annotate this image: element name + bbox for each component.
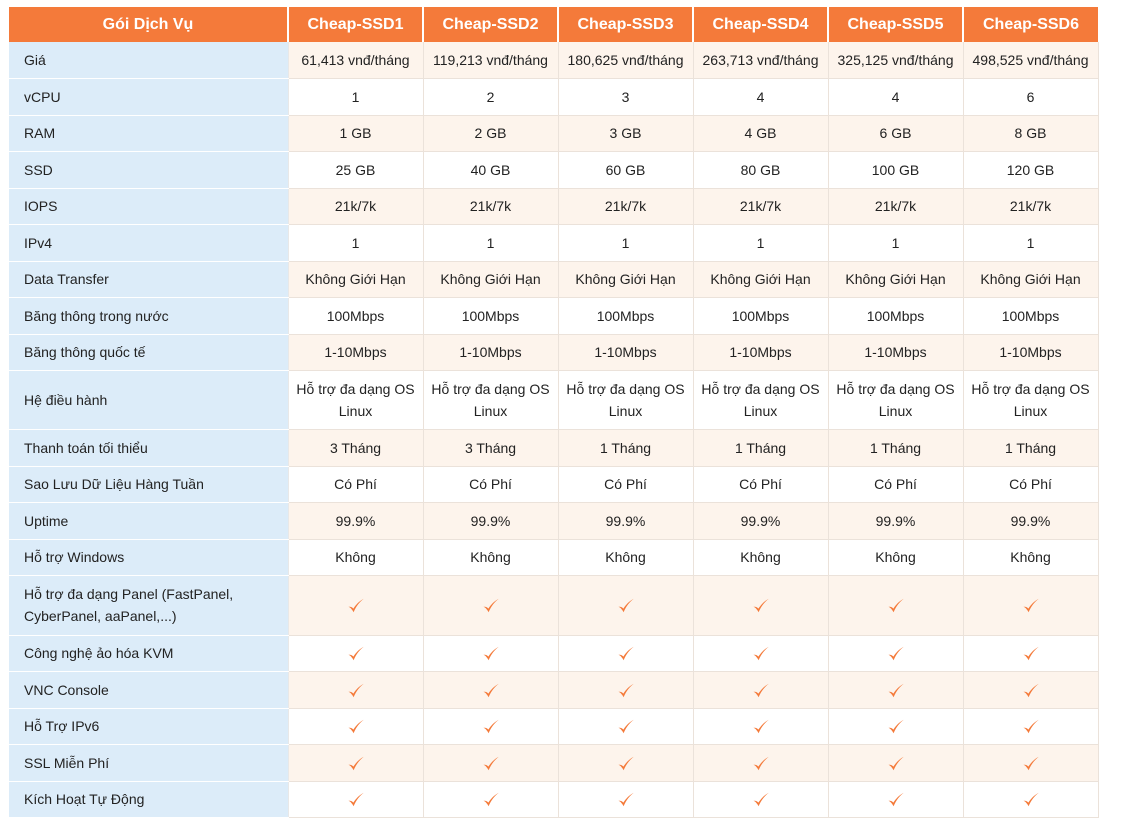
table-cell: Có Phí: [693, 466, 828, 502]
table-cell: 99.9%: [423, 502, 558, 539]
table-cell: 100 GB: [828, 151, 963, 188]
table-cell: [693, 708, 828, 744]
check-icon: [482, 682, 500, 700]
table-row: [9, 429, 1098, 466]
table-cell: 1: [288, 224, 423, 261]
check-icon: [347, 791, 365, 809]
table-row: [9, 42, 1098, 78]
row-label: Thanh toán tối thiểu: [9, 429, 288, 466]
row-label: VNC Console: [9, 671, 288, 708]
table-cell: [558, 744, 693, 781]
row-label: Hệ điều hành: [9, 370, 288, 429]
table-cell: 2 GB: [423, 115, 558, 151]
table-row: [9, 575, 1098, 635]
check-icon: [617, 718, 635, 736]
table-cell: 100Mbps: [558, 297, 693, 334]
row-label: Uptime: [9, 502, 288, 539]
table-body: [9, 42, 1098, 817]
table-cell: Không Giới Hạn: [288, 261, 423, 297]
table-cell: Không Giới Hạn: [693, 261, 828, 297]
row-label: Data Transfer: [9, 261, 288, 297]
table-cell: [963, 575, 1098, 635]
table-cell: [828, 671, 963, 708]
table-cell: 1 Tháng: [963, 429, 1098, 466]
table-cell: [963, 671, 1098, 708]
table-cell: 4 GB: [693, 115, 828, 151]
plan-header: Cheap-SSD3: [558, 7, 693, 42]
table-cell: 100Mbps: [288, 297, 423, 334]
table-cell: 3 Tháng: [423, 429, 558, 466]
table-cell: 1-10Mbps: [963, 334, 1098, 370]
check-icon: [617, 597, 635, 615]
row-label: Hỗ trợ Windows: [9, 539, 288, 575]
table-cell: 21k/7k: [288, 188, 423, 224]
check-icon: [1022, 645, 1040, 663]
table-cell: [288, 708, 423, 744]
row-label: Giá: [9, 42, 288, 78]
table-cell: 6: [963, 78, 1098, 115]
check-icon: [347, 755, 365, 773]
table-cell: [963, 635, 1098, 671]
check-icon: [887, 791, 905, 809]
table-cell: 1 Tháng: [693, 429, 828, 466]
table-cell: [693, 671, 828, 708]
table-cell: [558, 671, 693, 708]
row-label: SSD: [9, 151, 288, 188]
row-label: vCPU: [9, 78, 288, 115]
table-cell: 100Mbps: [693, 297, 828, 334]
check-icon: [887, 597, 905, 615]
table-cell: Không Giới Hạn: [828, 261, 963, 297]
table-cell: Hỗ trợ đa dạng OS Linux: [288, 370, 423, 429]
table-cell: 25 GB: [288, 151, 423, 188]
table-row: [9, 297, 1098, 334]
table-row: [9, 671, 1098, 708]
table-row: [9, 224, 1098, 261]
check-icon: [617, 755, 635, 773]
table-cell: 21k/7k: [693, 188, 828, 224]
table-cell: 3: [558, 78, 693, 115]
table-cell: Có Phí: [423, 466, 558, 502]
check-icon: [347, 645, 365, 663]
table-cell: 1-10Mbps: [423, 334, 558, 370]
table-cell: 4: [693, 78, 828, 115]
check-icon: [887, 682, 905, 700]
table-cell: 1 Tháng: [558, 429, 693, 466]
check-icon: [752, 791, 770, 809]
table-cell: [558, 781, 693, 817]
check-icon: [482, 718, 500, 736]
row-label: Công nghệ ảo hóa KVM: [9, 635, 288, 671]
check-icon: [617, 682, 635, 700]
table-cell: Không: [828, 539, 963, 575]
check-icon: [482, 755, 500, 773]
table-cell: [288, 635, 423, 671]
row-label: RAM: [9, 115, 288, 151]
table-cell: 21k/7k: [963, 188, 1098, 224]
check-icon: [617, 791, 635, 809]
check-icon: [887, 645, 905, 663]
table-cell: 8 GB: [963, 115, 1098, 151]
check-icon: [1022, 718, 1040, 736]
row-label: Băng thông quốc tế: [9, 334, 288, 370]
table-cell: [693, 575, 828, 635]
comparison-table-container: [9, 7, 1096, 818]
table-cell: [558, 575, 693, 635]
table-cell: 99.9%: [828, 502, 963, 539]
table-cell: 60 GB: [558, 151, 693, 188]
row-label: Băng thông trong nước: [9, 297, 288, 334]
table-cell: [693, 635, 828, 671]
check-icon: [1022, 791, 1040, 809]
table-row: [9, 261, 1098, 297]
table-cell: Hỗ trợ đa dạng OS Linux: [693, 370, 828, 429]
plan-comparison-table: [9, 7, 1099, 818]
plan-header: Cheap-SSD6: [963, 7, 1098, 42]
table-cell: Hỗ trợ đa dạng OS Linux: [558, 370, 693, 429]
table-cell: [828, 575, 963, 635]
table-cell: 61,413 vnđ/tháng: [288, 42, 423, 78]
table-cell: [963, 781, 1098, 817]
table-cell: [558, 635, 693, 671]
table-cell: [693, 781, 828, 817]
table-row: [9, 151, 1098, 188]
table-cell: [963, 744, 1098, 781]
row-label: Kích Hoạt Tự Động: [9, 781, 288, 817]
table-cell: [423, 635, 558, 671]
table-cell: 99.9%: [288, 502, 423, 539]
table-cell: [423, 575, 558, 635]
table-cell: 1-10Mbps: [558, 334, 693, 370]
table-row: [9, 539, 1098, 575]
table-cell: Không: [558, 539, 693, 575]
check-icon: [752, 682, 770, 700]
check-icon: [752, 755, 770, 773]
check-icon: [752, 597, 770, 615]
table-cell: 3 GB: [558, 115, 693, 151]
table-cell: [288, 744, 423, 781]
row-label: IPv4: [9, 224, 288, 261]
header-row: [9, 7, 1098, 42]
table-cell: Không Giới Hạn: [963, 261, 1098, 297]
table-row: [9, 502, 1098, 539]
table-cell: 1: [828, 224, 963, 261]
table-cell: 1: [558, 224, 693, 261]
plan-header: Cheap-SSD4: [693, 7, 828, 42]
table-row: [9, 466, 1098, 502]
table-cell: Hỗ trợ đa dạng OS Linux: [828, 370, 963, 429]
table-row: [9, 781, 1098, 817]
table-cell: Có Phí: [288, 466, 423, 502]
table-cell: 119,213 vnđ/tháng: [423, 42, 558, 78]
table-row: [9, 744, 1098, 781]
table-cell: 1-10Mbps: [693, 334, 828, 370]
table-cell: 21k/7k: [423, 188, 558, 224]
table-cell: [423, 708, 558, 744]
row-label: Sao Lưu Dữ Liệu Hàng Tuần: [9, 466, 288, 502]
table-cell: 21k/7k: [558, 188, 693, 224]
table-cell: [828, 744, 963, 781]
check-icon: [752, 718, 770, 736]
table-cell: Không: [288, 539, 423, 575]
check-icon: [482, 645, 500, 663]
table-cell: 1-10Mbps: [288, 334, 423, 370]
table-cell: Có Phí: [558, 466, 693, 502]
check-icon: [347, 682, 365, 700]
table-cell: 1 Tháng: [828, 429, 963, 466]
plan-header: Cheap-SSD1: [288, 7, 423, 42]
table-cell: 1: [693, 224, 828, 261]
check-icon: [752, 645, 770, 663]
table-cell: 3 Tháng: [288, 429, 423, 466]
table-row: [9, 370, 1098, 429]
table-row: [9, 115, 1098, 151]
table-cell: [828, 635, 963, 671]
table-cell: 498,525 vnđ/tháng: [963, 42, 1098, 78]
check-icon: [347, 597, 365, 615]
plan-header: Cheap-SSD2: [423, 7, 558, 42]
table-cell: 100Mbps: [963, 297, 1098, 334]
table-cell: [963, 708, 1098, 744]
check-icon: [347, 718, 365, 736]
table-cell: 4: [828, 78, 963, 115]
table-cell: 180,625 vnđ/tháng: [558, 42, 693, 78]
plan-header: Cheap-SSD5: [828, 7, 963, 42]
table-row: [9, 334, 1098, 370]
table-cell: 2: [423, 78, 558, 115]
table-cell: 263,713 vnđ/tháng: [693, 42, 828, 78]
table-cell: Không: [423, 539, 558, 575]
row-label: Hỗ trợ đa dạng Panel (FastPanel, CyberPanel, aaPanel,...): [9, 575, 288, 635]
table-cell: [558, 708, 693, 744]
table-cell: 1: [963, 224, 1098, 261]
row-label: IOPS: [9, 188, 288, 224]
table-cell: Không: [963, 539, 1098, 575]
table-cell: 1 GB: [288, 115, 423, 151]
table-cell: [423, 744, 558, 781]
table-cell: Không: [693, 539, 828, 575]
table-cell: 1: [423, 224, 558, 261]
table-cell: 100Mbps: [828, 297, 963, 334]
table-cell: Không Giới Hạn: [423, 261, 558, 297]
table-cell: [828, 708, 963, 744]
table-row: [9, 188, 1098, 224]
check-icon: [1022, 682, 1040, 700]
table-cell: 21k/7k: [828, 188, 963, 224]
table-cell: [423, 781, 558, 817]
table-row: [9, 78, 1098, 115]
table-cell: Hỗ trợ đa dạng OS Linux: [423, 370, 558, 429]
table-cell: 100Mbps: [423, 297, 558, 334]
table-cell: [693, 744, 828, 781]
check-icon: [617, 645, 635, 663]
table-cell: Có Phí: [828, 466, 963, 502]
table-cell: [288, 671, 423, 708]
check-icon: [887, 755, 905, 773]
table-cell: 1-10Mbps: [828, 334, 963, 370]
check-icon: [482, 791, 500, 809]
table-row: [9, 708, 1098, 744]
table-cell: [288, 781, 423, 817]
table-cell: 1: [288, 78, 423, 115]
table-cell: 99.9%: [693, 502, 828, 539]
table-cell: [288, 575, 423, 635]
check-icon: [887, 718, 905, 736]
row-label: Hỗ Trợ IPv6: [9, 708, 288, 744]
table-cell: 120 GB: [963, 151, 1098, 188]
table-cell: Không Giới Hạn: [558, 261, 693, 297]
table-cell: 6 GB: [828, 115, 963, 151]
table-cell: Có Phí: [963, 466, 1098, 502]
header-label: Gói Dịch Vụ: [9, 7, 288, 42]
table-cell: [828, 781, 963, 817]
table-cell: Hỗ trợ đa dạng OS Linux: [963, 370, 1098, 429]
check-icon: [1022, 755, 1040, 773]
table-cell: [423, 671, 558, 708]
check-icon: [1022, 597, 1040, 615]
table-cell: 325,125 vnđ/tháng: [828, 42, 963, 78]
table-row: [9, 635, 1098, 671]
check-icon: [482, 597, 500, 615]
table-cell: 80 GB: [693, 151, 828, 188]
table-cell: 99.9%: [558, 502, 693, 539]
row-label: SSL Miễn Phí: [9, 744, 288, 781]
table-cell: 40 GB: [423, 151, 558, 188]
table-cell: 99.9%: [963, 502, 1098, 539]
